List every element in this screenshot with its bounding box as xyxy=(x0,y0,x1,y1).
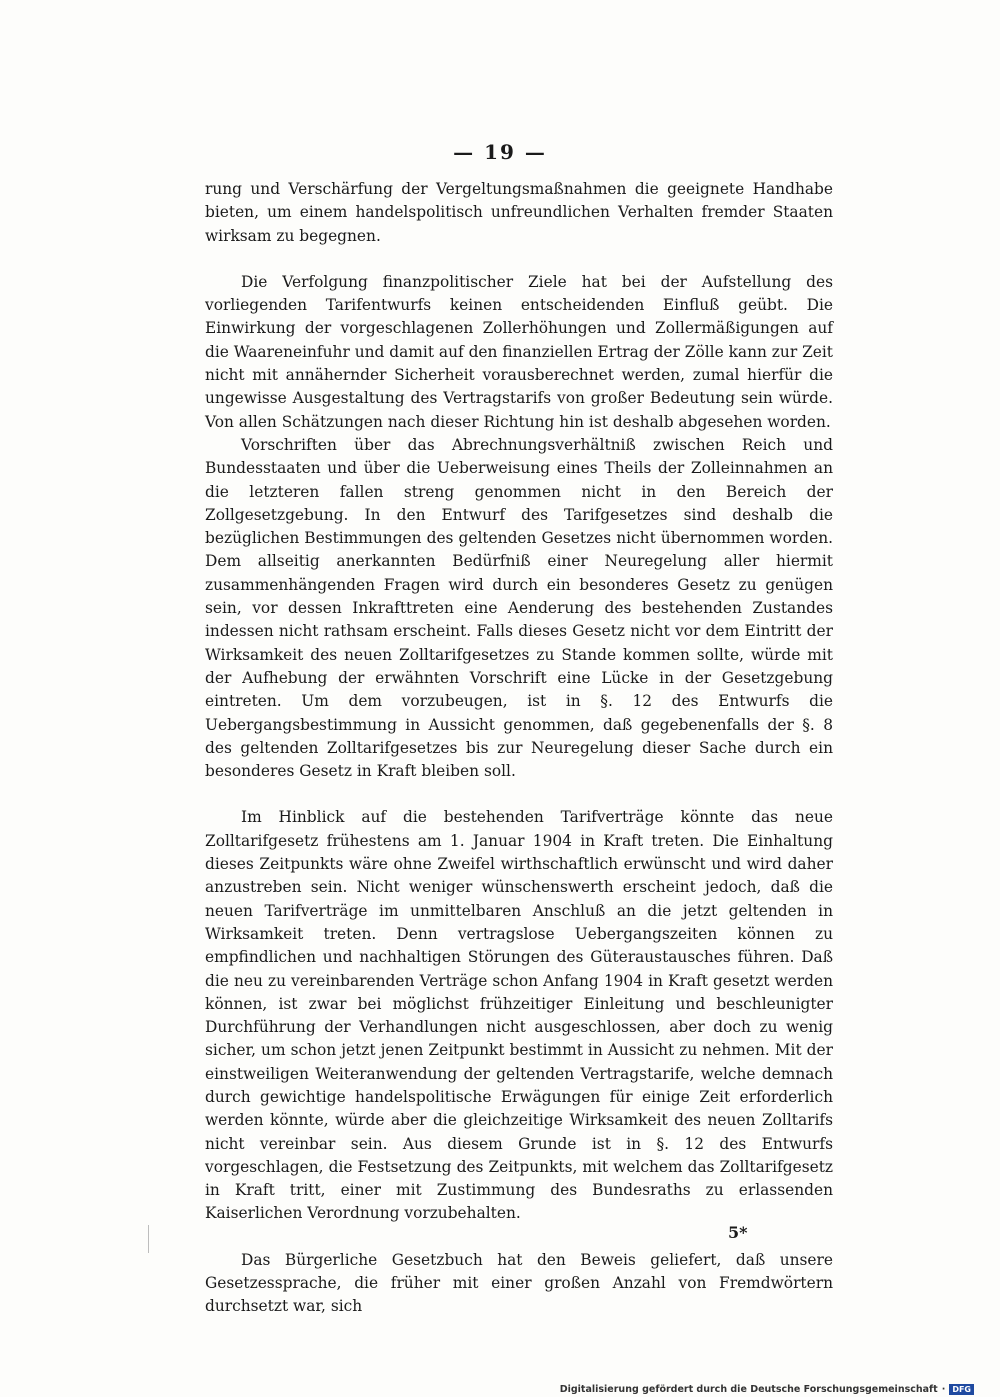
paragraph: Im Hinblick auf die bestehenden Tarifverträge könnte das neue Zolltarifgesetz frühestens am 1. Januar 1904 in Kraft treten. Die Einhaltung dieses Zeitpunkts wäre ohne Zweifel wirthschaftlich erwünscht und wird daher anzustreben sein. Nicht weniger wünschenswerth erscheint jedoch, daß die neuen Tarifverträge im unmittelbaren Anschluß an die jetzt geltenden in Wirksamkeit treten. Denn vertragslose Uebergangszeiten können zu empfindlichen und nachhaltigen Störungen des Güteraustausches führen. Daß die neu zu vereinbarenden Verträge schon Anfang 1904 in Kraft gesetzt werden können, ist zwar bei möglichst frühzeitiger Einleitung und beschleunigter Durchführung der Verhandlungen nicht ausgeschlossen, aber doch zu wenig sicher, um schon jetzt jenen Zeitpunkt bestimmt in Aussicht zu nehmen. Mit der einstweiligen Weiteranwendung der geltenden Vertragstarife, welche demnach durch gewichtige handelspolitische Erwägungen für einige Zeit erforderlich werden könnte, würde aber die gleichzeitige Wirksamkeit des neuen Zolltarifs nicht vereinbar sein. Aus diesem Grunde ist in §. 12 des Entwurfs vorgeschlagen, die Festsetzung des Zeitpunkts, mit welchem das Zolltarifgesetz in Kraft tritt, einer mit Zustimmung des Bundesraths zu erlassenden Kaiserlichen Verordnung vorzubehalten. xyxy=(205,808,833,1223)
paragraph: Vorschriften über das Abrechnungsverhältniß zwischen Reich und Bundesstaaten und über die Ueberweisung eines Theils der Zolleinnahmen an die letzteren fallen streng genommen nicht in den Bereich der Zollgesetzgebung. In den Entwurf des Tarifgesetzes sind deshalb die bezüglichen Bestimmungen des geltenden Gesetzes nicht übernommen worden. Dem allseitig anerkannten Bedürfniß einer Neuregelung aller hiermit zusammenhängenden Fragen wird durch ein besonderes Gesetz zu genügen sein, vor dessen Inkrafttreten eine Aenderung des bestehenden Zustandes indessen nicht rathsam erscheint. Falls dieses Gesetz nicht vor dem Eintritt der Wirksamkeit des neuen Zolltarifgesetzes zu Stande kommen sollte, würde mit der Aufhebung der erwähnten Vorschrift eine Lücke in der Gesetzgebung eintreten. Um dem vorzubeugen, ist in §. 12 des Entwurfs die Uebergangsbestimmung in Aussicht genommen, daß gegebenenfalls der §. 8 des geltenden Zolltarifgesetzes bis zur Neuregelung dieser Sache durch ein besonderes Gesetz in Kraft bleiben soll. xyxy=(205,435,833,781)
footer-credit xyxy=(560,1381,974,1397)
page-number: — 19 — xyxy=(453,140,547,164)
paragraph: rung und Verschärfung der Vergeltungsmaßnahmen die geeignete Handhabe bieten, um einem handelspolitisch unfreundlichen Verhalten fremder Staaten wirksam zu begegnen. xyxy=(205,180,833,245)
dfg-logo-icon: DFG xyxy=(949,1384,974,1395)
paragraph-gap xyxy=(205,783,833,806)
body-text xyxy=(205,178,833,1319)
footer-separator: · xyxy=(941,1383,946,1395)
paragraph: Die Verfolgung finanzpolitischer Ziele hat bei der Aufstellung des vorliegenden Tarifentwurfs keinen entscheidenden Einfluß geübt. Die Einwirkung der vorgeschlagenen Zollerhöhungen und Zollermäßigungen auf die Waareneinfuhr und damit auf den finanziellen Ertrag der Zölle kann zur Zeit nicht mit annähernder Sicherheit vorausberechnet werden, zumal hierfür die ungewisse Ausgestaltung des Vertragstarifs von großer Bedeutung sein würde. Von allen Schätzungen nach dieser Richtung hin ist deshalb abgesehen worden. xyxy=(205,272,833,431)
footer-text: Digitalisierung gefördert durch die Deutsche Forschungsgemeinschaft xyxy=(559,1383,938,1395)
margin-mark xyxy=(148,1225,149,1253)
signature-mark: 5* xyxy=(728,1223,748,1242)
paragraph: Das Bürgerliche Gesetzbuch hat den Beweis geliefert, daß unsere Gesetzessprache, die früher mit einer großen Anzahl von Fremdwörtern durchsetzt war, sich xyxy=(205,1250,833,1316)
paragraph-gap xyxy=(205,248,833,271)
